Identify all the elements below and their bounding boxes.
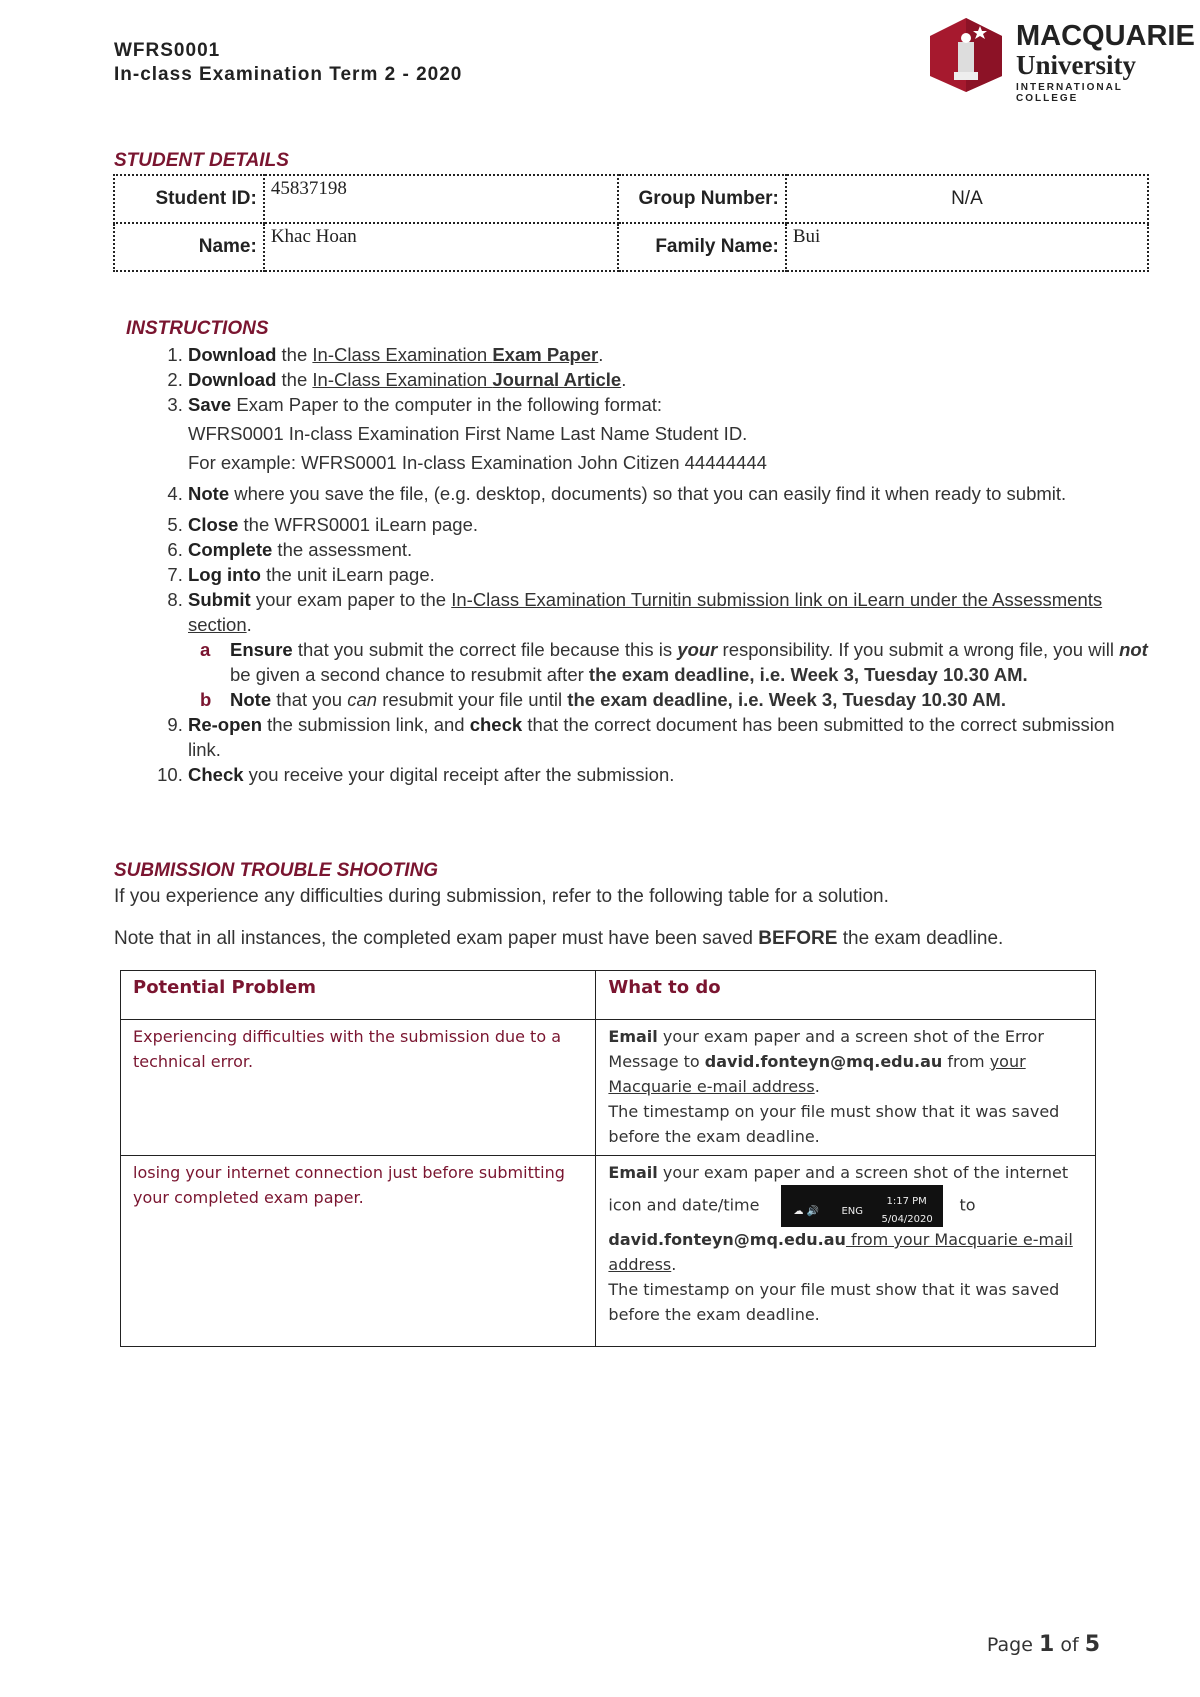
list-item	[188, 342, 1148, 367]
trouble-shooting-heading: SUBMISSION TROUBLE SHOOTING	[114, 860, 439, 881]
step-text: the unit iLearn page.	[260, 564, 435, 585]
solution-text: your exam paper and a screen shot of the Error Message to	[608, 1027, 1044, 1071]
sub-letter: b	[200, 689, 212, 710]
step-text: that the correct document has been submitted to the correct submission link.	[188, 714, 1115, 760]
column-header-solution: What to do	[596, 971, 1096, 1020]
step-text: that you	[271, 689, 348, 710]
step-text: responsibility. If you submit a wrong file, you will	[717, 639, 1120, 660]
link-text-bold: Journal Article	[492, 369, 622, 390]
step-keyword: Save	[188, 394, 232, 415]
student-details-table	[113, 174, 1149, 272]
solution-text: to	[959, 1195, 976, 1215]
note-emphasis: BEFORE	[758, 928, 838, 949]
table-row	[121, 1156, 1096, 1347]
logo-text-college: INTERNATIONAL COLLEGE	[1016, 82, 1123, 104]
support-email[interactable]: david.fonteyn@mq.edu.au	[608, 1230, 846, 1249]
action-keyword: Email	[608, 1163, 658, 1182]
step-keyword: Note	[230, 689, 272, 710]
solution-text: from	[942, 1052, 990, 1071]
emphasis-text: your	[677, 639, 718, 660]
step-text: the	[276, 344, 313, 365]
filename-format: WFRS0001 In-class Examination First Name Last Name Student ID.	[188, 423, 748, 444]
link-text-bold: Exam Paper	[492, 344, 599, 365]
step-keyword: check	[469, 714, 523, 735]
filename-example: For example: WFRS0001 In-class Examination John Citizen 44444444	[188, 452, 767, 473]
turnitin-submission-link[interactable]: In-Class Examination Turnitin submission link on iLearn under the Assessments section	[188, 589, 1103, 635]
sub-letter: a	[200, 639, 211, 660]
student-details-heading: STUDENT DETAILS	[114, 150, 289, 171]
list-item	[188, 712, 1148, 762]
step-text: you receive your digital receipt after the submission.	[243, 764, 675, 785]
step-text: your exam paper to the	[250, 589, 452, 610]
group-number-label: Group Number:	[618, 175, 786, 223]
note-text: the exam deadline.	[837, 928, 1004, 949]
macquarie-logo	[928, 16, 1195, 104]
list-item	[188, 762, 1148, 787]
family-name-field[interactable]: Bui	[786, 223, 1148, 271]
trouble-note	[114, 928, 1003, 950]
step-text: the WFRS0001 iLearn page.	[238, 514, 479, 535]
step-keyword: Log into	[188, 564, 261, 585]
step-keyword: Download	[188, 344, 277, 365]
of-word: of	[1054, 1634, 1085, 1656]
step-text: that you submit the correct file because this is	[292, 639, 678, 660]
language-indicator: ENG	[841, 1206, 864, 1217]
logo-text-university: University	[1016, 50, 1136, 80]
page-word: Page	[986, 1634, 1039, 1656]
course-code: WFRS0001	[114, 40, 221, 61]
student-id-field[interactable]: 45837198	[264, 175, 618, 223]
step-text: the submission link, and	[262, 714, 470, 735]
list-item	[200, 687, 1148, 712]
problem-cell: Experiencing difficulties with the submission due to a technical error.	[121, 1020, 596, 1156]
action-keyword: Email	[608, 1027, 658, 1046]
emphasis-text: not	[1119, 639, 1148, 660]
solution-text: .	[671, 1255, 677, 1274]
step-keyword: Note	[188, 483, 230, 504]
list-item	[188, 481, 1148, 506]
student-id-label: Student ID:	[114, 175, 264, 223]
step-text: .	[246, 614, 252, 635]
support-email[interactable]: david.fonteyn@mq.edu.au	[704, 1052, 943, 1071]
step-keyword: Complete	[188, 539, 273, 560]
list-item	[188, 392, 1148, 475]
list-item	[188, 587, 1148, 712]
step-keyword: Check	[188, 764, 244, 785]
trouble-intro: If you experience any difficulties during submission, refer to the following table for a solution.	[114, 886, 889, 907]
step-text: the	[276, 369, 313, 390]
note-text: Note that in all instances, the completed exam paper must have been saved	[114, 928, 759, 949]
name-label: Name:	[114, 223, 264, 271]
group-number-field[interactable]: N/A	[786, 175, 1148, 223]
sub-list	[188, 637, 1148, 712]
solution-text: .	[814, 1077, 820, 1096]
family-name-label: Family Name:	[618, 223, 786, 271]
step-keyword: Download	[188, 369, 277, 390]
exam-paper-link[interactable]	[312, 344, 598, 365]
deadline-text: the exam deadline, i.e. Week 3, Tuesday 10.30 AM.	[567, 689, 1006, 710]
trouble-shooting-table	[120, 970, 1096, 1347]
list-item	[188, 562, 1148, 587]
deadline-text: the exam deadline, i.e. Week 3, Tuesday 10.30 AM.	[588, 664, 1028, 685]
step-text: where you save the file, (e.g. desktop, documents) so that you can easily find it when ready to submit.	[229, 483, 1067, 504]
logo-text-macquarie: MACQUARIE	[1016, 20, 1195, 52]
step-text: Exam Paper to the computer in the following format:	[231, 394, 663, 415]
list-item	[188, 537, 1148, 562]
solution-cell	[596, 1020, 1096, 1156]
total-pages: 5	[1084, 1632, 1100, 1657]
step-keyword: Close	[188, 514, 239, 535]
instructions-heading: INSTRUCTIONS	[126, 318, 269, 339]
column-header-problem: Potential Problem	[121, 971, 596, 1020]
solution-cell	[596, 1156, 1096, 1347]
clock-time: 1:17 PM	[886, 1196, 927, 1207]
problem-cell: losing your internet connection just before submitting your completed exam paper.	[121, 1156, 596, 1347]
step-text: .	[598, 344, 604, 365]
step-text: resubmit your file until	[377, 689, 568, 710]
page-number	[987, 1632, 1100, 1657]
step-keyword: Ensure	[230, 639, 293, 660]
instructions-list	[140, 342, 1148, 787]
macquarie-shield-icon	[928, 16, 1004, 94]
wifi-icon: ☁ 🔊	[793, 1206, 820, 1217]
table-row	[121, 1020, 1096, 1156]
link-text: In-Class Examination	[312, 344, 493, 365]
macquarie-email-link[interactable]: your Macquarie e-mail address	[608, 1052, 1026, 1096]
list-item	[188, 367, 1148, 392]
current-page: 1	[1038, 1632, 1055, 1657]
exam-title: In-class Examination Term 2 - 2020	[114, 64, 463, 85]
list-item	[200, 637, 1148, 687]
table-header-row	[121, 971, 1096, 1020]
step-keyword: Submit	[188, 589, 251, 610]
step-text: be given a second chance to resubmit after	[230, 664, 589, 685]
step-keyword: Re-open	[188, 714, 262, 735]
list-item	[188, 512, 1148, 537]
timestamp-note: The timestamp on your file must show that it was saved before the exam deadline.	[608, 1280, 1060, 1324]
clock-date: 5/04/2020	[881, 1214, 933, 1225]
journal-article-link[interactable]	[312, 369, 621, 390]
name-field[interactable]: Khac Hoan	[264, 223, 618, 271]
timestamp-note: The timestamp on your file must show that it was saved before the exam deadline.	[608, 1102, 1060, 1146]
taskbar-screenshot	[781, 1185, 943, 1227]
macquarie-email-link[interactable]: from your Macquarie e-mail address	[608, 1230, 1073, 1274]
emphasis-text: can	[347, 689, 378, 710]
link-text: In-Class Examination	[312, 369, 493, 390]
step-text: .	[621, 369, 627, 390]
solution-text: your exam paper and a screen shot of the internet icon and date/time	[608, 1163, 1069, 1215]
step-text: the assessment.	[272, 539, 413, 560]
